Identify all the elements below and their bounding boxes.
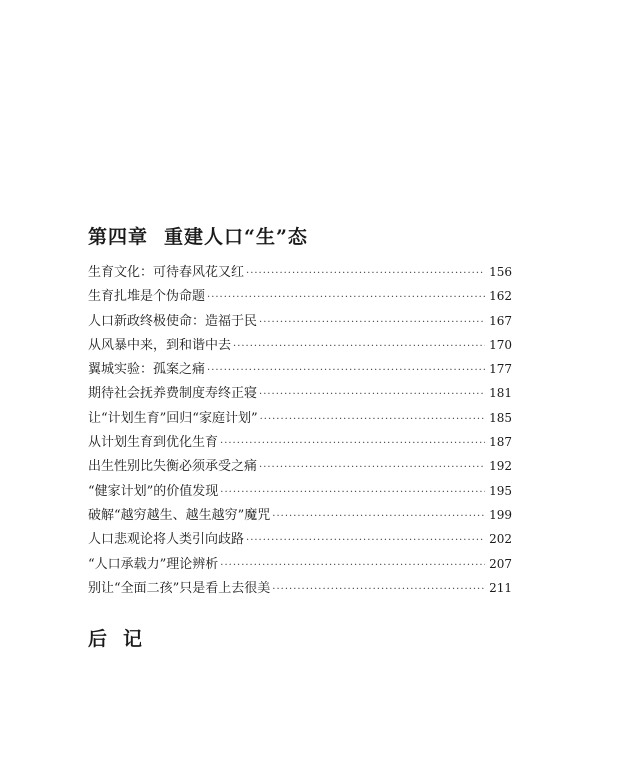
dot-leader bbox=[220, 554, 485, 578]
toc-entry-title: 让“计划生育”回归“家庭计划” bbox=[88, 410, 258, 426]
toc-entry-page: 202 bbox=[489, 532, 512, 547]
toc-entry-page: 211 bbox=[489, 580, 512, 595]
toc-entry[interactable] bbox=[88, 552, 512, 576]
dot-leader bbox=[220, 481, 485, 505]
toc-entry-title: 从计划生育到优化生育 bbox=[88, 435, 219, 451]
toc-entry-page: 167 bbox=[489, 313, 512, 328]
toc-entry[interactable] bbox=[88, 430, 512, 454]
toc-entry-page: 170 bbox=[489, 337, 512, 352]
toc-entry[interactable] bbox=[88, 503, 512, 527]
toc-entry[interactable] bbox=[88, 260, 512, 284]
toc-entry-page: 207 bbox=[489, 556, 512, 571]
toc-entry-title: 生育文化：可待春风花又红 bbox=[88, 265, 245, 280]
toc-entry[interactable] bbox=[88, 357, 512, 381]
dot-leader bbox=[259, 383, 485, 407]
toc-entry[interactable] bbox=[88, 527, 512, 551]
toc-entry-page: 185 bbox=[489, 410, 512, 425]
dot-leader bbox=[246, 529, 485, 553]
toc-entry-title: 从风暴中来，到和谐中去 bbox=[88, 337, 232, 353]
toc-entry[interactable] bbox=[88, 576, 512, 600]
toc-entry-page: 199 bbox=[489, 507, 512, 522]
table-of-contents bbox=[88, 260, 512, 600]
toc-entry[interactable] bbox=[88, 454, 512, 478]
toc-entry[interactable] bbox=[88, 309, 512, 333]
toc-entry-title: 生育扎堆是个伪命题 bbox=[88, 289, 206, 305]
toc-entry-page: 177 bbox=[489, 362, 512, 377]
toc-entry-page: 192 bbox=[489, 459, 512, 474]
dot-leader bbox=[207, 286, 485, 310]
toc-entry-page: 187 bbox=[489, 435, 512, 450]
toc-entry-title: 破解“越穷越生、越生越穷”魔咒 bbox=[88, 507, 271, 523]
chapter-number: 第四章 bbox=[88, 226, 149, 248]
dot-leader bbox=[260, 408, 486, 432]
toc-entry-page: 181 bbox=[489, 386, 512, 401]
dot-leader bbox=[207, 359, 485, 383]
toc-entry-title: 人口悲观论将人类引向歧路 bbox=[88, 532, 245, 548]
chapter-heading bbox=[88, 222, 308, 249]
chapter-title: 重建人口“生”态 bbox=[164, 226, 308, 248]
toc-entry[interactable] bbox=[88, 381, 512, 405]
toc-entry[interactable] bbox=[88, 479, 512, 503]
dot-leader bbox=[259, 311, 485, 335]
toc-entry-title: 别让“全面二孩”只是看上去很美 bbox=[88, 580, 271, 596]
dot-leader bbox=[233, 335, 485, 359]
dot-leader bbox=[272, 505, 485, 529]
toc-entry-title: 翼城实验：孤案之痛 bbox=[88, 362, 206, 378]
toc-entry-page: 162 bbox=[489, 289, 512, 304]
toc-entry-title: “人口承载力”理论辨析 bbox=[88, 556, 219, 572]
toc-entry-title: “健家计划”的价值发现 bbox=[88, 483, 219, 499]
afterword-heading[interactable]: 后记 bbox=[88, 628, 159, 650]
dot-leader bbox=[220, 432, 485, 456]
dot-leader bbox=[272, 578, 485, 602]
dot-leader bbox=[259, 456, 485, 480]
toc-entry[interactable] bbox=[88, 284, 512, 308]
toc-entry-page: 156 bbox=[489, 265, 512, 279]
toc-entry[interactable] bbox=[88, 333, 512, 357]
dot-leader bbox=[246, 262, 485, 286]
toc-entry-title: 期待社会抚养费制度寿终正寝 bbox=[88, 386, 258, 402]
toc-entry-page: 195 bbox=[489, 483, 512, 498]
toc-entry[interactable] bbox=[88, 406, 512, 430]
toc-entry-title: 人口新政终极使命：造福于民 bbox=[88, 313, 258, 329]
toc-entry-title: 出生性别比失衡必须承受之痛 bbox=[88, 459, 258, 475]
